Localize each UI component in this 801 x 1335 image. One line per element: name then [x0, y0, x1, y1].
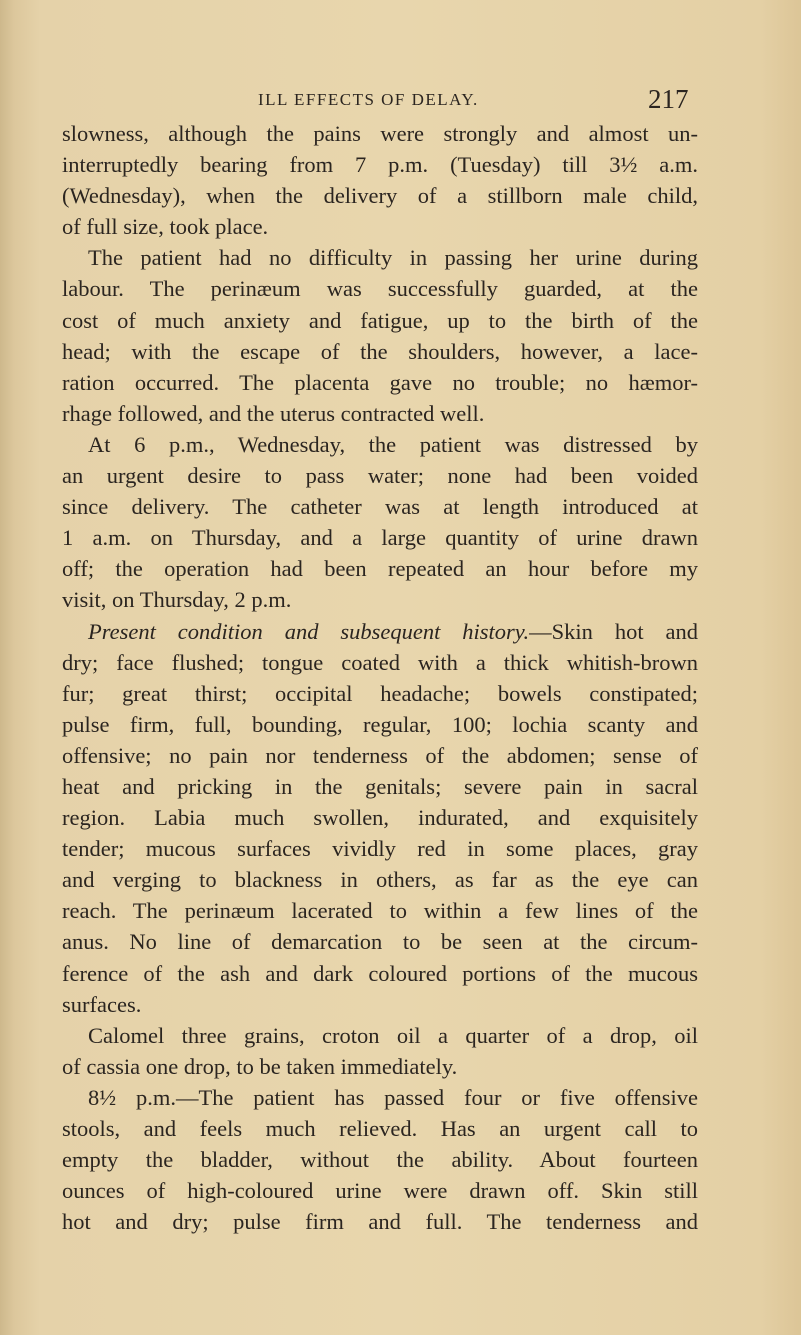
- text-line: [62, 958, 698, 989]
- text-line: [62, 1082, 698, 1113]
- text-line: [62, 118, 698, 149]
- line-text: stools, and feels much relieved. Has an urgent call to: [62, 1116, 698, 1141]
- text-line: [62, 895, 698, 926]
- text-line: [62, 833, 698, 864]
- line-text: Calomel three grains, croton oil a quarter of a drop, oil: [88, 1022, 698, 1048]
- text-line: [62, 584, 698, 615]
- text-line: [62, 1113, 698, 1144]
- text-line: [62, 180, 698, 211]
- text-line: [62, 616, 698, 647]
- text-line: [62, 149, 698, 180]
- line-text: cost of much anxiety and fatigue, up to the birth of the: [62, 307, 698, 333]
- text-line: [62, 1175, 698, 1206]
- text-line: [62, 460, 698, 491]
- line-text: interruptedly bearing from 7 p.m. (Tuesday) till 3½ a.m.: [62, 152, 698, 178]
- text-line: [62, 802, 698, 833]
- running-title: ILL EFFECTS OF DELAY.: [258, 90, 479, 109]
- text-line: [62, 367, 698, 398]
- text-line: [62, 864, 698, 895]
- line-text: tender; mucous surfaces vividly red in some places, gray: [62, 836, 698, 862]
- line-text: 8½ p.m.—The patient has passed four or five offensive: [88, 1084, 698, 1110]
- text-line: [62, 647, 698, 678]
- text-line: [62, 678, 698, 709]
- line-text: off; the operation had been repeated an hour before my: [62, 556, 698, 582]
- line-text: an urgent desire to pass water; none had been voided: [62, 463, 698, 489]
- text-line: [62, 709, 698, 740]
- text-line: [62, 553, 698, 584]
- text-line: [62, 989, 698, 1020]
- line-text: since delivery. The catheter was at length introduced at: [62, 494, 698, 520]
- line-text: ference of the ash and dark coloured portions of the mucous: [62, 960, 698, 986]
- italic-heading: Present condition and subsequent history.: [88, 618, 530, 644]
- text-line: [62, 1020, 698, 1051]
- line-text: surfaces.: [62, 991, 142, 1017]
- text-line: [62, 273, 698, 304]
- line-text: ration occurred. The placenta gave no trouble; no hæmor-: [62, 369, 698, 395]
- text-line: [62, 242, 698, 273]
- line-text: (Wednesday), when the delivery of a stillborn male child,: [62, 183, 698, 209]
- line-text: 1 a.m. on Thursday, and a large quantity of urine drawn: [62, 525, 698, 551]
- page-header: [0, 84, 801, 120]
- line-text: labour. The perinæum was successfully guarded, at the: [62, 276, 698, 302]
- line-text: region. Labia much swollen, indurated, and exquisitely: [62, 805, 698, 831]
- line-text: offensive; no pain nor tenderness of the abdomen; sense of: [62, 742, 698, 768]
- line-text: At 6 p.m., Wednesday, the patient was distressed by: [88, 431, 698, 457]
- text-line: [62, 336, 698, 367]
- text-line: [62, 926, 698, 957]
- line-text: of cassia one drop, to be taken immediately.: [62, 1053, 458, 1079]
- line-text: hot and dry; pulse firm and full. The tenderness and: [62, 1209, 698, 1235]
- text-line: [62, 771, 698, 802]
- line-text: of full size, took place.: [62, 214, 269, 240]
- line-text: fur; great thirst; occipital headache; bowels constipated;: [62, 680, 698, 706]
- text-line: [62, 1206, 698, 1237]
- line-text: and verging to blackness in others, as far as the eye can: [62, 867, 698, 893]
- line-text: rhage followed, and the uterus contracted well.: [62, 400, 485, 426]
- line-text: anus. No line of demarcation to be seen at the circum-: [62, 929, 698, 955]
- text-line: [62, 740, 698, 771]
- line-text: empty the bladder, without the ability. About fourteen: [62, 1147, 698, 1173]
- text-line: [62, 522, 698, 553]
- text-line: [62, 211, 698, 242]
- text-line: [62, 1051, 698, 1082]
- text-line: [62, 1144, 698, 1175]
- page-number: 217: [648, 84, 689, 114]
- line-text: reach. The perinæum lacerated to within a few lines of the: [62, 898, 698, 924]
- line-text: visit, on Thursday, 2 p.m.: [62, 587, 292, 613]
- text-line: [62, 305, 698, 336]
- line-text: —Skin hot and: [529, 618, 698, 644]
- line-text: The patient had no difficulty in passing her urine during: [88, 245, 698, 271]
- text-line: [62, 429, 698, 460]
- text-line: [62, 491, 698, 522]
- line-text: dry; face flushed; tongue coated with a thick whitish-brown: [62, 649, 698, 675]
- line-text: heat and pricking in the genitals; severe pain in sacral: [62, 773, 698, 799]
- line-text: slowness, although the pains were strongly and almost un-: [62, 121, 698, 146]
- text-line: [62, 398, 698, 429]
- line-text: head; with the escape of the shoulders, however, a lace-: [62, 338, 698, 364]
- body-text: [62, 118, 698, 1237]
- line-text: ounces of high-coloured urine were drawn off. Skin still: [62, 1178, 698, 1204]
- line-text: pulse firm, full, bounding, regular, 100; lochia scanty and: [62, 711, 698, 737]
